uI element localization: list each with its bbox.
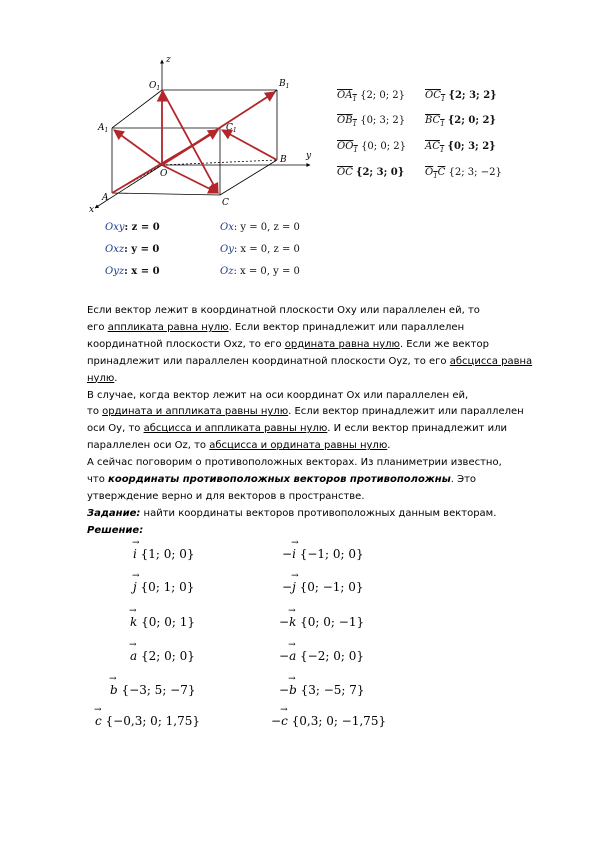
axis-x-label: x: [89, 205, 95, 215]
coord-o1c: $O_1C$ {2; 3; −2}: [425, 167, 502, 180]
solution-left-a: → a {2; 0; 0}: [130, 649, 195, 663]
solution-left-c: → c {−0,3; 0; 1,75}: [95, 714, 200, 728]
solution-right-i: −→ i {−1; 0; 0}: [282, 547, 364, 561]
coord-oo1: $OO_1$ {0; 0; 2}: [337, 141, 406, 154]
solution-left-b: → b {−3; 5; −7}: [110, 683, 196, 697]
task: Задание: найти координаты векторов противоположных данным векторам.: [87, 507, 497, 519]
coord-oa1: $OA_1$ {2; 0; 2}: [337, 90, 405, 103]
eq-oy: Oy: x = 0, z = 0: [220, 244, 300, 255]
coord-ob1: $OB_1$ {0; 3; 2}: [337, 115, 406, 128]
point-b: B: [280, 155, 287, 165]
point-o1: $O_1$: [149, 81, 161, 92]
point-c1: $C_1$: [226, 123, 237, 134]
paragraph-2: В случае, когда вектор лежит на оси координат Ox или параллелен ей, то ордината и аппликата равны нулю. Если вектор принадлежит или параллелен оси Oy, то абсцисса и аппликата равны нулю. И если вектор принадлежит или параллелен оси Oz, то абсцисса и ордината равны нулю.: [87, 389, 524, 452]
paragraph-1: Если вектор лежит в координатной плоскости Oxy или параллелен ей, то его аппликата равна нулю. Если вектор принадлежит или параллелен координатной плоскости Oxz, то его ордината равна нулю. Если же вектор принадлежит или параллелен координатной плоскости Oyz, то его абсцисса равна нулю.: [87, 305, 533, 384]
axis-y-label: y: [306, 151, 312, 161]
solution-right-j: −→ j {0; −1; 0}: [282, 580, 364, 594]
solution-label: Решение:: [87, 524, 144, 536]
solution-left-i: → i {1; 0; 0}: [133, 547, 195, 561]
coord-ac1: $AC_1$ {0; 3; 2}: [425, 141, 496, 154]
paragraph-3: А сейчас поговорим о противоположных векторах. Из планиметрии известно, что координаты противоположных векторов противоположны. Это утверждение верно и для векторов в пространстве.: [87, 457, 502, 502]
point-a: A: [102, 193, 109, 203]
solution-left-j: → j {0; 1; 0}: [133, 580, 194, 594]
eq-ox: Ox: y = 0, z = 0: [220, 222, 300, 233]
coord-oc: $\overline{OC}$ {2; 3; 0}: [337, 167, 405, 178]
point-c: C: [222, 198, 229, 208]
coord-bc1: $BC_1$ {2; 0; 2}: [425, 115, 496, 128]
point-a1: $A_1$: [98, 123, 109, 134]
eq-oxy: Oxy: z = 0: [105, 222, 160, 233]
solution-right-k: −→ k {0; 0; −1}: [279, 615, 364, 629]
point-o: O: [160, 169, 168, 179]
vectors: [112, 90, 277, 193]
axis-z-label: z: [166, 55, 171, 65]
coord-oc1: $OC_1$ {2; 3; 2}: [425, 90, 497, 103]
eq-oyz: Oyz: x = 0: [105, 266, 160, 277]
coordinate-figure: [80, 50, 320, 220]
solution-right-c: −→ c {0,3; 0; −1,75}: [271, 714, 386, 728]
eq-oxz: Oxz: y = 0: [105, 244, 160, 255]
solution-right-a: −→ a {−2; 0; 0}: [279, 649, 364, 663]
solution-left-k: → k {0; 0; 1}: [130, 615, 195, 629]
point-b1: $B_1$: [279, 79, 290, 90]
eq-oz: Oz: x = 0, y = 0: [220, 266, 300, 277]
solution-right-b: −→ b {3; −5; 7}: [279, 683, 365, 697]
body-text: [87, 303, 557, 540]
